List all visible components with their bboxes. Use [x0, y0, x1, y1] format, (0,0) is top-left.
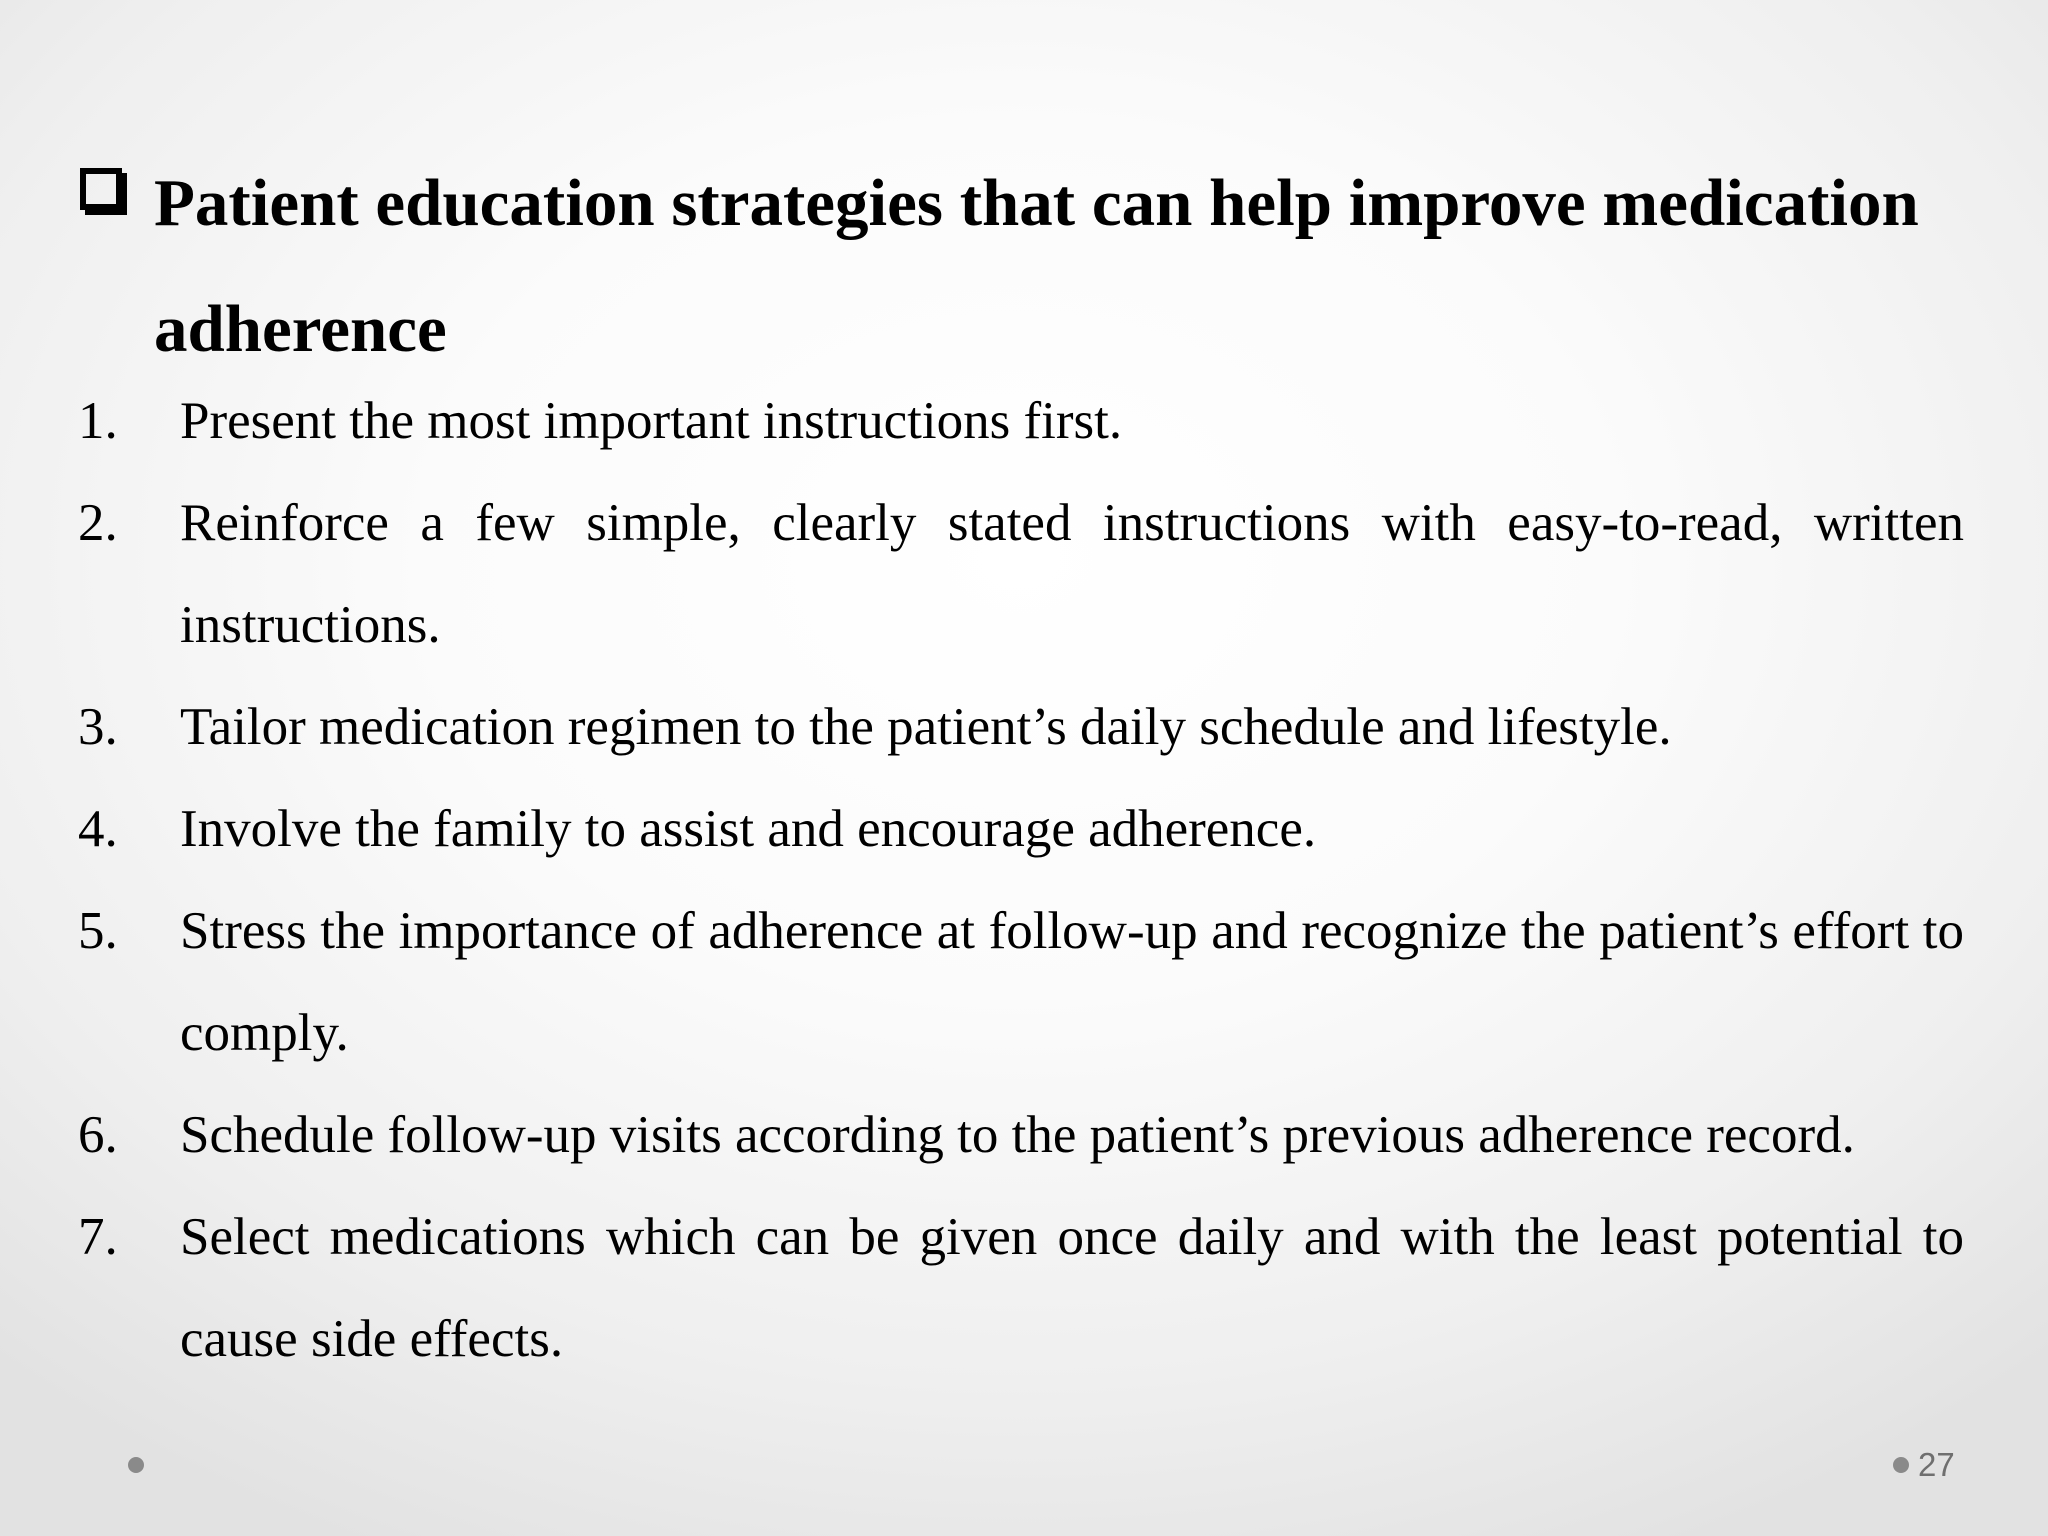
list-item: [78, 472, 1964, 676]
item-text: Tailor medication regimen to the patient’s daily schedule and lifestyle.: [180, 698, 1672, 756]
item-number: 3.: [78, 698, 118, 756]
title-line-1: Patient education strategies that can help improve medication: [154, 166, 1919, 240]
item-text: Schedule follow-up visits according to the patient’s previous adherence record.: [180, 1106, 1855, 1164]
item-number: 4.: [78, 800, 118, 858]
list-item: [78, 1186, 1964, 1390]
item-number: 5.: [78, 902, 118, 960]
item-number: 6.: [78, 1106, 118, 1164]
item-number: 7.: [78, 1208, 118, 1266]
item-text: Involve the family to assist and encourage adherence.: [180, 800, 1317, 858]
item-text: Stress the importance of adherence at follow-up and recognize the patient’s effort to comply.: [180, 902, 1964, 1062]
item-number: 1.: [78, 392, 118, 450]
strategy-list: [78, 370, 1964, 1390]
title-line-2: adherence: [154, 292, 447, 366]
checkbox-square-icon: [80, 168, 122, 210]
list-item: [78, 1084, 1964, 1186]
item-text: Select medications which can be given once daily and with the least potential to cause side effects.: [180, 1208, 1964, 1368]
list-item: [78, 676, 1964, 778]
list-item: [78, 778, 1964, 880]
list-item: [78, 880, 1964, 1084]
footer-dot-left: [128, 1457, 144, 1473]
page-number: 27: [1918, 1446, 1955, 1483]
item-text: Reinforce a few simple, clearly stated instructions with easy-to-read, written instructions.: [180, 494, 1964, 654]
footer-dot-right: [1893, 1457, 1909, 1473]
list-item: [78, 370, 1964, 472]
item-text: Present the most important instructions first.: [180, 392, 1123, 450]
item-number: 2.: [78, 494, 118, 552]
